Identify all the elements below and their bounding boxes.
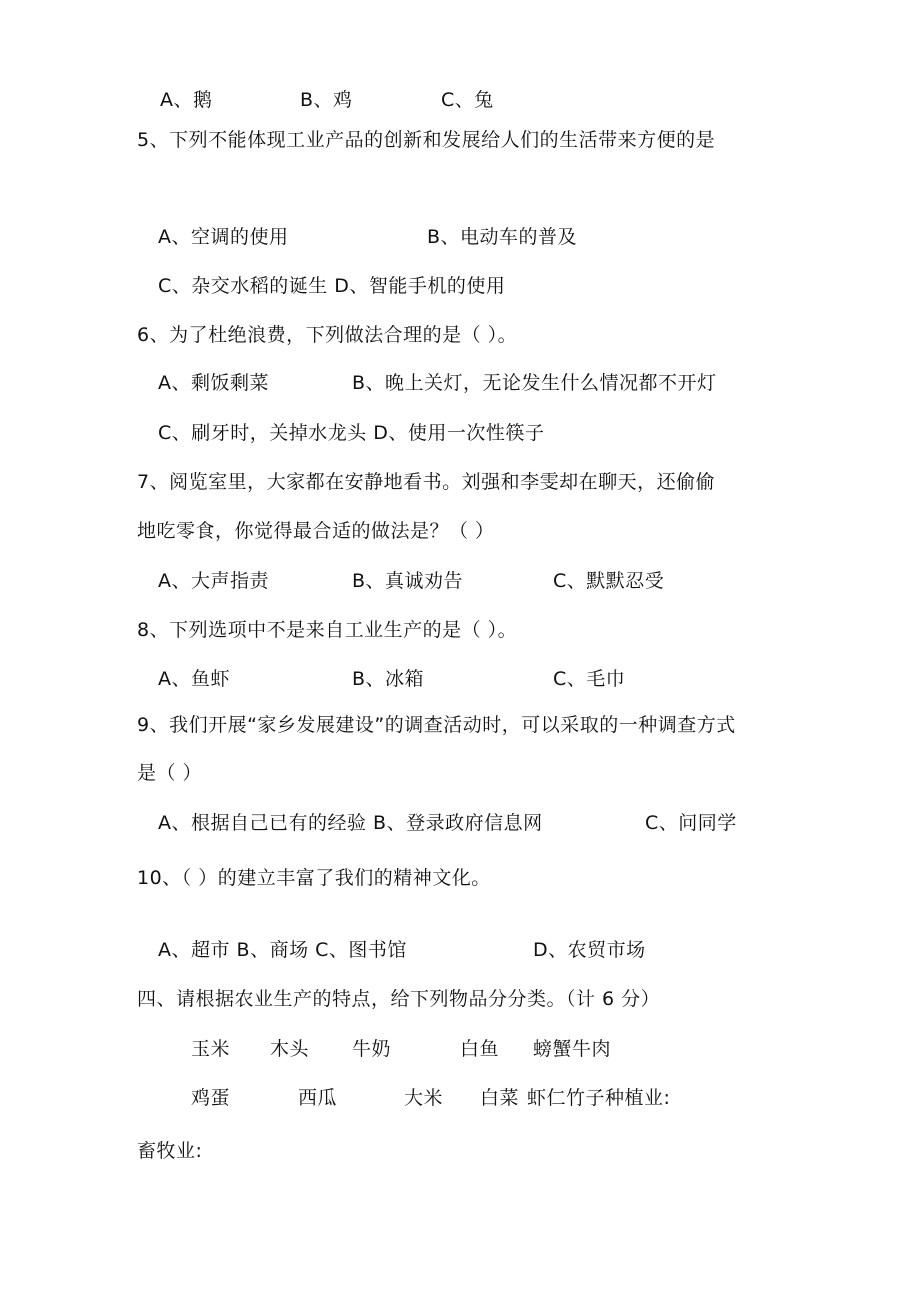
q6-option-b: B、晚上关灯，无论发生什么情况都不开灯 [352,372,717,394]
q4-option-a: A、鹅 [160,89,213,111]
q6-stem-text: 6、为了杜绝浪费，下列做法合理的是（ ）。 [137,324,518,346]
q9-stem-line1: 9、我们开展“家乡发展建设”的调查活动时，可以采取的一种调查方式 [137,714,736,736]
section4-item: 鸡蛋 [191,1087,231,1109]
section4-item: 玉米 [191,1038,231,1060]
q5-option-b: B、电动车的普及 [427,226,578,248]
q6-stem [137,323,517,347]
q6-option-cd: C、刷牙时，关掉水龙头 D、使用一次性筷子 [158,422,545,444]
section4-answer-label: 畜牧业: [137,1140,203,1162]
q7-stem-line1: 7、阅览室里，大家都在安静地看书。刘强和李雯却在聊天，还偷偷 [137,471,716,493]
q6-option-a: A、剩饭剩菜 [158,372,269,394]
q7-option-a: A、大声指责 [158,570,269,592]
section4-title: 四、请根据农业生产的特点，给下列物品分分类。（计 6 分） [137,988,661,1010]
q9-option-c: C、问同学 [645,812,737,834]
section4-item: 木头 [270,1038,310,1060]
q4-option-c: C、兔 [441,89,494,111]
section4-item: 白鱼 [460,1038,500,1060]
section4-item: 虾仁竹子种植业: [527,1087,671,1109]
q9-option-ab: A、根据自己已有的经验 B、登录政府信息网 [158,812,543,834]
q7-option-c: C、默默忍受 [553,570,665,592]
q5-option-a: A、空调的使用 [158,226,289,248]
section4-item: 白菜 [480,1087,520,1109]
q5-option-cd: C、杂交水稻的诞生 D、智能手机的使用 [158,275,506,297]
section4-item: 牛奶 [352,1038,392,1060]
q10-option-abc: A、超市 B、商场 C、图书馆 [158,939,407,961]
q7-option-b: B、真诚劝告 [352,570,464,592]
q8-stem: 8、下列选项中不是来自工业生产的是（ ）。 [137,619,518,641]
q5-stem: 5、下列不能体现工业产品的创新和发展给人们的生活带来方便的是 [137,129,716,151]
q10-option-d: D、农贸市场 [533,939,646,961]
q8-option-b: B、冰箱 [352,668,425,690]
q8-option-a: A、鱼虾 [158,668,230,690]
q9-stem-line2: 是（ ） [137,762,203,784]
q4-option-b: B、鸡 [300,89,353,111]
q10-stem: 10、（ ）的建立丰富了我们的精神文化。 [137,867,491,889]
section4-item: 西瓜 [298,1087,338,1109]
section4-item: 大米 [404,1087,444,1109]
q8-option-c: C、毛巾 [553,668,626,690]
section4-item: 螃蟹牛肉 [533,1038,612,1060]
q7-stem-line2: 地吃零食，你觉得最合适的做法是？（ ） [137,520,495,542]
